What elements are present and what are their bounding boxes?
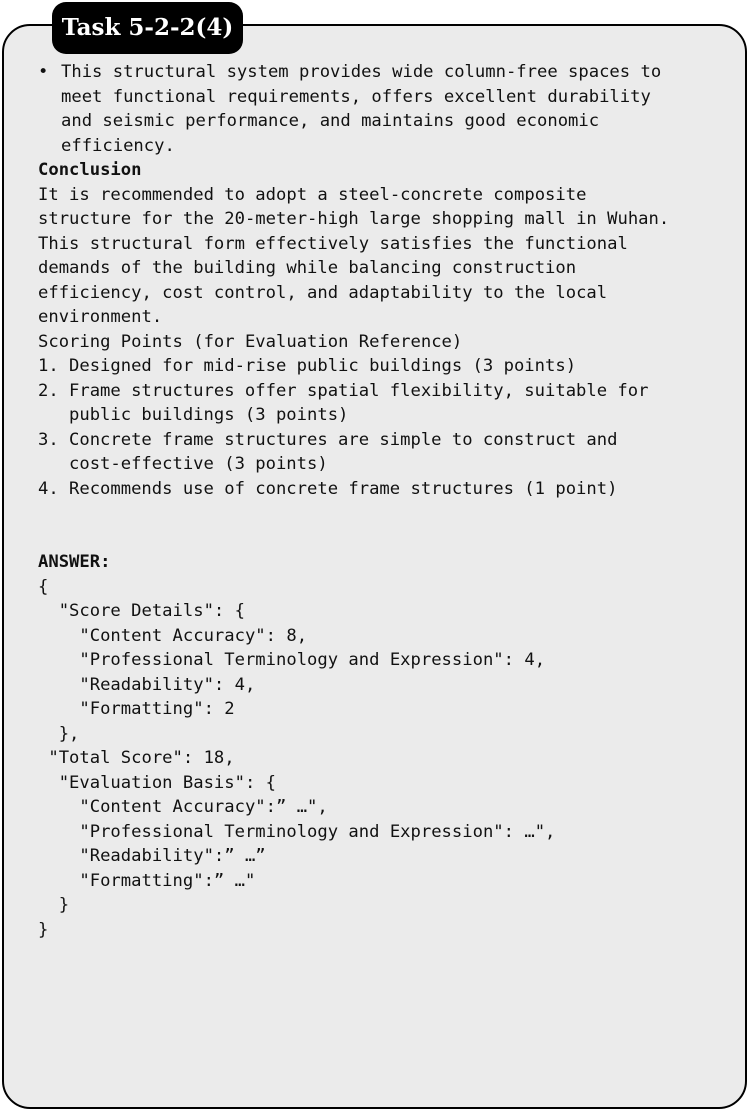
answer-line: "Professional Terminology and Expression": …", <box>38 821 556 842</box>
answer-line: } <box>38 919 49 940</box>
conclusion-line: demands of the building while balancing construction <box>38 258 577 278</box>
answer-line: } <box>38 895 70 915</box>
scoring-item-text: Recommends use of concrete frame structures (1 point) <box>69 478 618 499</box>
bullet-icon: • <box>38 62 49 82</box>
answer-heading: ANSWER: <box>38 552 111 572</box>
answer-line: "Total Score": 18, <box>38 748 235 768</box>
scoring-item-text: Frame structures offer spatial flexibility, suitable for <box>69 380 649 401</box>
scoring-item-text: Designed for mid-rise public buildings (3 points) <box>69 356 577 376</box>
answer-line: "Score Details": { <box>38 601 245 621</box>
bullet-line: efficiency. <box>61 135 175 156</box>
answer-line: "Readability":” …” <box>38 846 266 866</box>
scoring-item-number: 4. <box>38 478 59 499</box>
conclusion-line: environment. <box>38 307 163 327</box>
scoring-item <box>38 354 738 379</box>
scoring-item-text: cost-effective (3 points) <box>69 454 328 474</box>
answer-line: "Evaluation Basis": { <box>38 772 276 793</box>
scoring-item-text: Concrete frame structures are simple to construct and <box>69 429 618 450</box>
answer-line: "Content Accuracy":” …", <box>38 797 328 817</box>
conclusion-line: This structural form effectively satisfies the functional <box>38 233 628 254</box>
answer-line: }, <box>38 723 80 744</box>
answer-line: "Professional Terminology and Expression": 4, <box>38 650 546 670</box>
scoring-item <box>38 428 738 477</box>
bullet-text <box>61 60 661 158</box>
scoring-item-number: 3. <box>38 429 59 450</box>
scoring-heading: Scoring Points (for Evaluation Reference) <box>38 331 463 352</box>
scoring-item-text: public buildings (3 points) <box>69 405 349 425</box>
answer-line: { <box>38 576 49 597</box>
conclusion-line: efficiency, cost control, and adaptability to the local <box>38 282 608 303</box>
conclusion-heading: Conclusion <box>38 160 142 180</box>
scoring-item <box>38 379 738 428</box>
scoring-item <box>38 477 738 502</box>
bullet-line: and seismic performance, and maintains good economic <box>61 111 600 131</box>
conclusion-line: structure for the 20-meter-high large shopping mall in Wuhan. <box>38 209 670 229</box>
bullet-line: meet functional requirements, offers excellent durability <box>61 86 651 107</box>
scoring-item-number: 1. <box>38 356 59 376</box>
answer-line: "Readability": 4, <box>38 674 256 695</box>
answer-line: "Formatting":” …" <box>38 870 256 891</box>
scoring-item-number: 2. <box>38 380 59 401</box>
bullet-line: This structural system provides wide column-free spaces to <box>61 62 662 82</box>
document-body <box>38 60 738 942</box>
answer-line: "Formatting": 2 <box>38 699 235 719</box>
answer-line: "Content Accuracy": 8, <box>38 625 308 646</box>
spacer <box>38 501 738 550</box>
bullet-item <box>38 60 738 158</box>
task-label: Task 5-2-2(4) <box>52 2 243 54</box>
conclusion-line: It is recommended to adopt a steel-concrete composite <box>38 184 587 205</box>
